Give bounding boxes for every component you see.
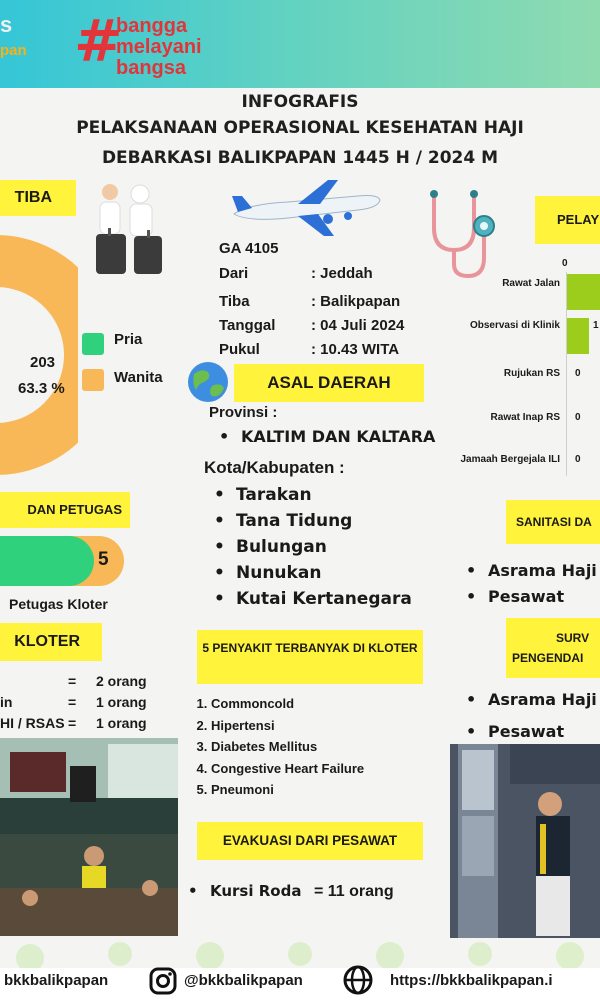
title-line-3: DEBARKASI BALIKPAPAN 1445 H / 2024 M	[101, 148, 499, 168]
list-item: 1. Commoncold	[211, 693, 364, 715]
provinsi-label: Provinsi :	[209, 404, 278, 421]
table-row	[0, 713, 147, 734]
table-row	[0, 671, 147, 692]
donut-percent: 63.3 %	[18, 380, 65, 397]
penyakit-heading: 5 PENYAKIT TERBANYAK DI KLOTER	[197, 630, 423, 684]
bar-category-label: Rawat Inap RS	[490, 412, 560, 423]
list-item: • Bulungan	[214, 537, 327, 557]
bar-value-label: 0	[575, 454, 581, 465]
bar-observasi	[567, 318, 589, 354]
list-item: • Nunukan	[214, 563, 322, 583]
evakuasi-item: • Kursi Roda	[188, 882, 302, 900]
pelayanan-heading-text: PELAY	[557, 212, 600, 227]
legend-pria-swatch	[82, 333, 104, 355]
flight-row	[219, 314, 404, 338]
bar-value-label: 0	[575, 368, 581, 379]
footer-url[interactable]: https://bkkbalikpapan.i	[390, 972, 553, 989]
bar-rawat-jalan	[567, 274, 600, 310]
tiba-heading-text: TIBA	[14, 189, 52, 206]
kloter-name: in	[0, 694, 13, 710]
surv-heading	[506, 618, 600, 678]
list-item: • Tarakan	[214, 485, 312, 505]
sanitasi-item: Pesawat	[488, 587, 565, 606]
kloter-name	[0, 671, 68, 692]
flight-row-value: : 10.43 WITA	[311, 341, 400, 358]
bar-category-label: Rujukan RS	[503, 368, 560, 379]
asal-heading: ASAL DAERAH	[234, 364, 424, 402]
kloter-heading-text: KLOTER	[14, 633, 80, 650]
list-item: • Pesawat	[466, 587, 565, 606]
sanitasi-item: Asrama Haji	[488, 561, 597, 580]
sanitasi-heading	[506, 500, 600, 544]
kloter-photo	[0, 738, 178, 936]
tiba-heading	[0, 180, 76, 216]
kota-name: Nunukan	[236, 563, 322, 583]
flight-row-key: Tanggal	[219, 317, 276, 334]
logo-text-top: s	[0, 12, 13, 37]
sanitasi-list	[466, 558, 597, 610]
kota-name: Kutai Kertanegara	[236, 589, 412, 609]
tagline-line-1: bangga	[116, 15, 188, 37]
legend-wanita-label: Wanita	[114, 369, 163, 386]
pilgrims-illustration	[92, 178, 168, 278]
globe-icon	[186, 360, 230, 404]
kloter-name: HI / RSAS	[0, 715, 65, 731]
kloter-eq: =	[68, 715, 77, 731]
provinsi-item: • KALTIM DAN KALTARA	[219, 427, 436, 446]
hashtag-icon: #	[74, 7, 123, 75]
flight-row-key: Pukul	[219, 341, 260, 358]
legend-wanita-swatch	[82, 369, 104, 391]
kloter-val: 2 orang	[96, 673, 147, 689]
list-item: • Asrama Haji	[466, 561, 597, 580]
kloter-val: 1 orang	[96, 694, 147, 710]
bar-category-label: Jamaah Bergejala ILI	[460, 454, 560, 465]
flight-row-value: : 04 Juli 2024	[311, 317, 405, 334]
list-item: • Tana Tidung	[214, 511, 353, 531]
tagline-line-3: bangsa	[116, 57, 187, 79]
list-item: 2. Hipertensi	[211, 715, 364, 737]
title-line-1: INFOGRAFIS	[241, 92, 359, 112]
evakuasi-heading: EVAKUASI DARI PESAWAT	[197, 822, 423, 860]
bar-value-label: 0	[575, 412, 581, 423]
kota-label: Kota/Kabupaten :	[204, 458, 345, 477]
footer-handle-2[interactable]: @bkkbalikpapan	[184, 972, 303, 989]
petugas-heading	[0, 492, 130, 528]
surv-list	[466, 684, 597, 748]
list-item: • Asrama Haji	[466, 690, 597, 709]
list-item: • Pesawat	[466, 722, 565, 741]
kota-name: Bulungan	[236, 537, 327, 557]
penyakit-list	[199, 693, 364, 801]
list-item: 5. Pneumoni	[211, 779, 364, 801]
kloter-heading	[0, 623, 102, 661]
instagram-icon[interactable]	[148, 966, 178, 996]
airplane-icon	[228, 178, 384, 238]
petugas-value: 5	[98, 549, 109, 570]
list-item: • Kutai Kertanegara	[214, 589, 412, 609]
sanitasi-heading-text: SANITASI DA	[516, 515, 592, 529]
petugas-caption: Petugas Kloter	[9, 596, 108, 612]
flight-row-key: Tiba	[219, 293, 250, 310]
legend-pria-label: Pria	[114, 331, 143, 348]
kloter-eq: =	[68, 673, 77, 689]
list-item: 3. Diabetes Mellitus	[211, 736, 364, 758]
kota-name: Tarakan	[236, 485, 312, 505]
donut-value: 203	[30, 354, 56, 371]
surv-heading-line-1: SURV	[556, 631, 590, 645]
list-item: 4. Congestive Heart Failure	[211, 758, 364, 780]
petugas-bar-fill	[0, 536, 94, 586]
flight-code: GA 4105	[219, 240, 279, 257]
pelayanan-axis-zero: 0	[562, 258, 568, 269]
pelayanan-heading	[535, 196, 600, 244]
kloter-table	[0, 671, 147, 734]
surv-item: Pesawat	[488, 722, 565, 741]
evakuasi-label: Kursi Roda	[210, 882, 302, 900]
tagline-line-2: melayani	[116, 36, 202, 58]
bar-value-label: 1	[593, 320, 599, 331]
petugas-heading-text: DAN PETUGAS	[27, 502, 122, 517]
logo-bkk	[0, 14, 27, 62]
stethoscope-icon	[424, 188, 496, 280]
logo-text-bottom: pan	[0, 42, 27, 59]
pelayanan-bar-chart	[420, 272, 600, 476]
flight-row	[219, 338, 404, 362]
flight-details	[219, 262, 404, 362]
flight-row	[219, 262, 404, 286]
aircraft-inspection-photo	[450, 744, 600, 938]
kota-list	[214, 482, 412, 612]
flight-row-key: Dari	[219, 265, 249, 282]
bar-category-label: Rawat Jalan	[502, 278, 560, 289]
kloter-eq: =	[68, 694, 77, 710]
footer-handle-1: bkkbalikpapan	[4, 972, 109, 989]
kloter-val: 1 orang	[96, 715, 147, 731]
table-row	[0, 692, 147, 713]
globe-web-icon[interactable]	[342, 964, 374, 996]
surv-item: Asrama Haji	[488, 690, 597, 709]
provinsi-value: KALTIM DAN KALTARA	[241, 427, 436, 446]
tagline	[116, 16, 202, 79]
flight-row	[219, 290, 404, 314]
flight-row-value: : Jeddah	[311, 265, 373, 282]
bar-category-label: Observasi di Klinik	[469, 320, 560, 331]
kota-name: Tana Tidung	[236, 511, 353, 531]
title-line-2: PELAKSANAAN OPERASIONAL KESEHATAN HAJI	[76, 118, 524, 138]
surv-heading-line-2: PENGENDAI	[512, 651, 584, 665]
flight-row-value: : Balikpapan	[311, 293, 401, 310]
evakuasi-value: = 11 orang	[314, 883, 394, 900]
